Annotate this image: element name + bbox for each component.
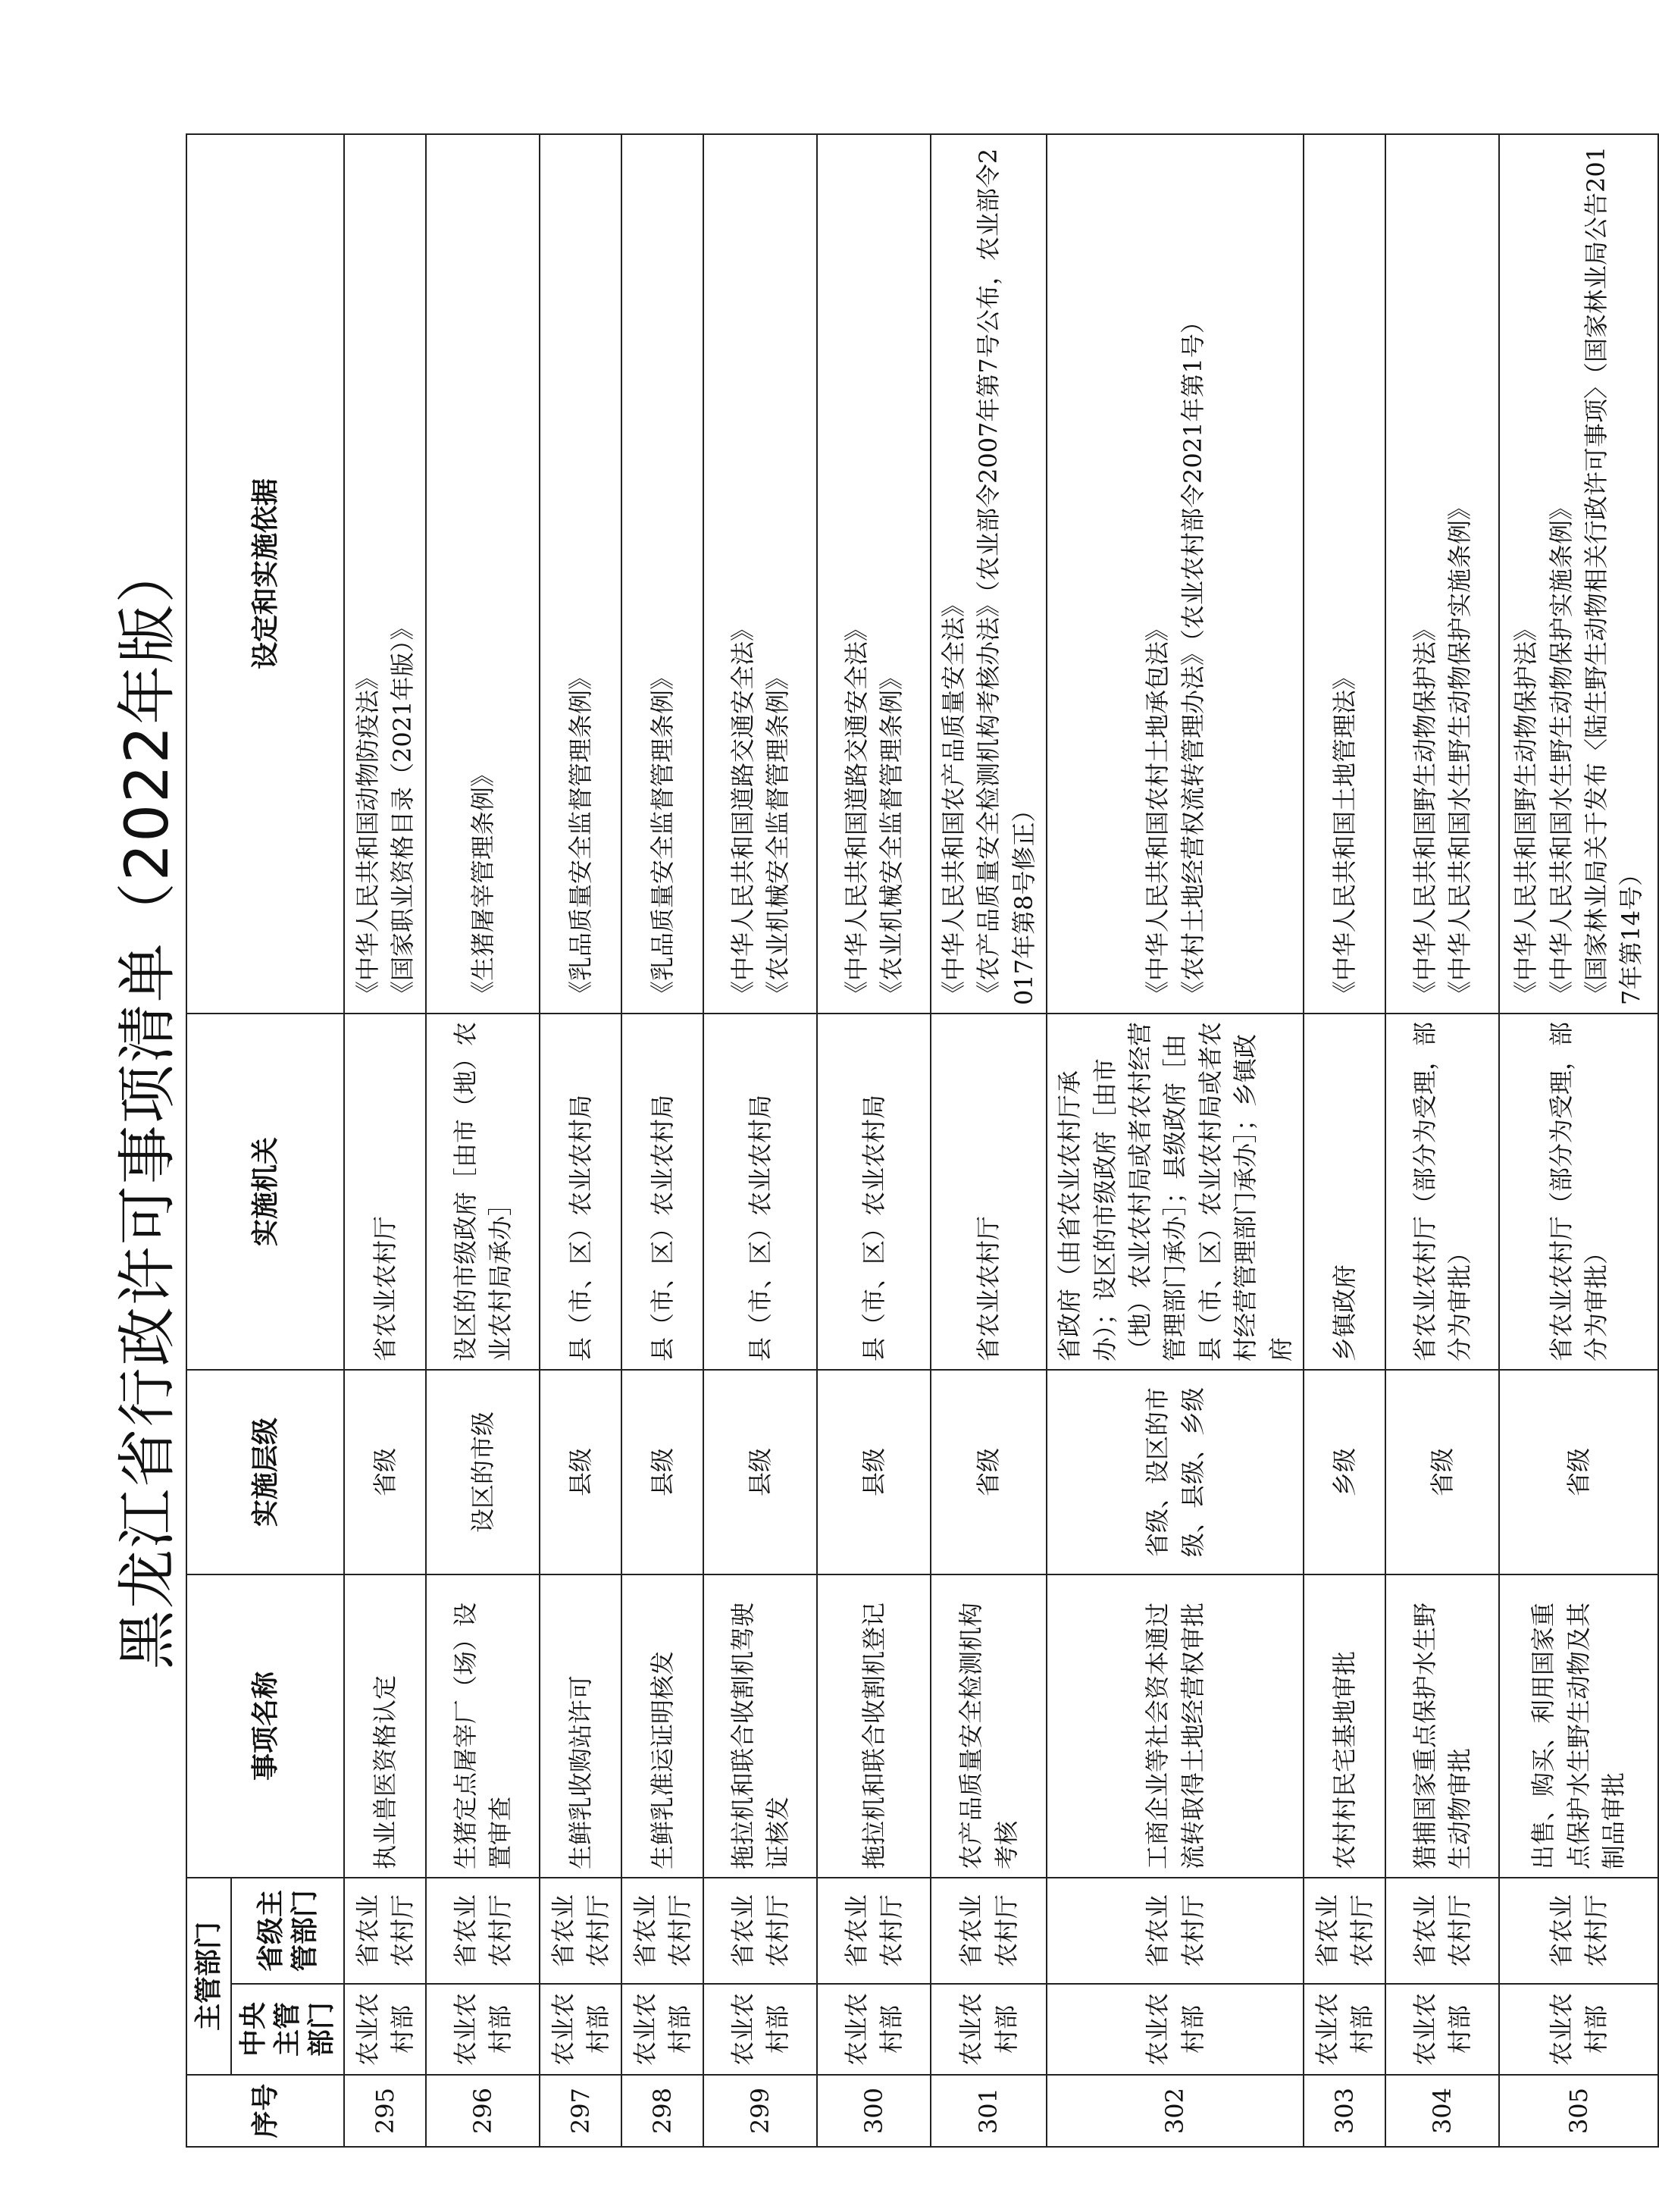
row-agency: 设区的市级政府［由市（地）农业农村局承办］ [426, 1014, 540, 1370]
row-item-name: 农村村民宅基地审批 [1304, 1574, 1385, 1878]
row-seq: 303 [1304, 2075, 1385, 2147]
permit-items-table [186, 133, 1659, 2148]
table-row [540, 134, 621, 2147]
row-seq: 304 [1385, 2075, 1499, 2147]
row-provincial-dept: 省农业农村厅 [1499, 1878, 1658, 1984]
table-row [621, 134, 703, 2147]
table-row [1499, 134, 1658, 2147]
row-provincial-dept: 省农业农村厅 [817, 1878, 931, 1984]
row-level: 县级 [703, 1370, 817, 1574]
row-seq: 298 [621, 2075, 703, 2147]
row-item-name: 执业兽医资格认定 [344, 1574, 426, 1878]
row-basis [1304, 134, 1385, 1014]
row-level: 省级 [344, 1370, 426, 1574]
row-level: 县级 [621, 1370, 703, 1574]
row-provincial-dept: 省农业农村厅 [1304, 1878, 1385, 1984]
row-basis [1047, 134, 1304, 1014]
row-agency: 县（市、区）农业农村局 [621, 1014, 703, 1370]
header-basis: 设定和实施依据 [186, 134, 344, 1014]
header-central-dept: 中央主管部门 [231, 1984, 344, 2075]
row-seq: 302 [1047, 2075, 1304, 2147]
basis-line: 《中华人民共和国农产品质量安全法》 [939, 592, 968, 1005]
table-row [931, 134, 1047, 2147]
row-seq: 297 [540, 2075, 621, 2147]
row-seq: 301 [931, 2075, 1047, 2147]
row-item-name: 农产品质量安全检测机构考核 [931, 1574, 1047, 1878]
basis-line: 《中华人民共和国动物防疫法》 [352, 665, 382, 1005]
row-provincial-dept: 省农业农村厅 [621, 1878, 703, 1984]
basis-line: 《中华人民共和国野生动物保护法》 [1511, 616, 1541, 1005]
row-basis [621, 134, 703, 1014]
row-agency: 省农业农村厅（部分为受理，部分为审批） [1499, 1014, 1658, 1370]
row-central-dept: 农业农村部 [1499, 1984, 1658, 2075]
table-body [344, 134, 1658, 2147]
row-provincial-dept: 省农业农村厅 [344, 1878, 426, 1984]
row-seq: 300 [817, 2075, 931, 2147]
row-central-dept: 农业农村部 [426, 1984, 540, 2075]
header-row-1 [186, 134, 231, 2147]
row-central-dept: 农业农村部 [931, 1984, 1047, 2075]
row-level: 省级 [931, 1370, 1047, 1574]
basis-line: 《中华人民共和国农村土地承包法》 [1143, 616, 1172, 1005]
row-level: 省级 [1499, 1370, 1658, 1574]
header-seq: 序号 [186, 2075, 344, 2147]
row-central-dept: 农业农村部 [621, 1984, 703, 2075]
header-provincial-dept: 省级主管部门 [231, 1878, 344, 1984]
table-row [1304, 134, 1385, 2147]
basis-line: 《中华人民共和国道路交通安全法》 [841, 616, 871, 1005]
row-agency: 乡镇政府 [1304, 1014, 1385, 1370]
row-agency: 县（市、区）农业农村局 [817, 1014, 931, 1370]
row-basis [1499, 134, 1658, 1014]
row-central-dept: 农业农村部 [703, 1984, 817, 2075]
table-row [703, 134, 817, 2147]
row-provincial-dept: 省农业农村厅 [931, 1878, 1047, 1984]
row-central-dept: 农业农村部 [540, 1984, 621, 2075]
header-level: 实施层级 [186, 1370, 344, 1574]
row-item-name: 拖拉机和联合收割机驾驶证核发 [703, 1574, 817, 1878]
basis-line: 《中华人民共和国水生野生动物保护实施条例》 [1546, 495, 1576, 1005]
row-central-dept: 农业农村部 [1047, 1984, 1304, 2075]
row-basis [540, 134, 621, 1014]
basis-line: 《农业机械安全监督管理条例》 [763, 665, 792, 1005]
row-level: 省级 [1385, 1370, 1499, 1574]
basis-line: 《中华人民共和国野生动物保护法》 [1410, 616, 1439, 1005]
basis-line: 《农产品质量安全检测机构考核办法》（农业部令2007年第7号公布，农业部令2017年第8号修正） [974, 148, 1038, 1005]
row-item-name: 猎捕国家重点保护水生野生动物审批 [1385, 1574, 1499, 1878]
row-basis [931, 134, 1047, 1014]
header-item: 事项名称 [186, 1574, 344, 1878]
row-central-dept: 农业农村部 [1304, 1984, 1385, 2075]
basis-line: 《乳品质量安全监督管理条例》 [647, 665, 677, 1005]
basis-line: 《乳品质量安全监督管理条例》 [565, 665, 595, 1005]
basis-line: 《中华人民共和国土地管理法》 [1329, 665, 1359, 1005]
row-level: 设区的市级 [426, 1370, 540, 1574]
row-provincial-dept: 省农业农村厅 [1047, 1878, 1304, 1984]
row-provincial-dept: 省农业农村厅 [540, 1878, 621, 1984]
row-agency: 县（市、区）农业农村局 [703, 1014, 817, 1370]
table-row [344, 134, 426, 2147]
row-agency: 县（市、区）农业农村局 [540, 1014, 621, 1370]
row-basis [426, 134, 540, 1014]
basis-line: 《中华人民共和国道路交通安全法》 [728, 616, 757, 1005]
row-provincial-dept: 省农业农村厅 [703, 1878, 817, 1984]
basis-line: 《国家职业资格目录（2021年版）》 [388, 616, 417, 1005]
basis-line: 《中华人民共和国水生野生动物保护实施条例》 [1445, 495, 1474, 1005]
row-level: 省级、设区的市级、县级、乡级 [1047, 1370, 1304, 1574]
row-item-name: 工商企业等社会资本通过流转取得土地经营权审批 [1047, 1574, 1304, 1878]
table-row [1047, 134, 1304, 2147]
row-seq: 296 [426, 2075, 540, 2147]
table-row [817, 134, 931, 2147]
basis-line: 《国家林业局关于发布〈陆生野生动物相关行政许可事项〉（国家林业局公告2017年第14号） [1581, 146, 1646, 1005]
page-title: 黑龙江省行政许可事项清单（2022年版） [114, 542, 183, 1670]
row-seq: 299 [703, 2075, 817, 2147]
row-item-name: 生猪定点屠宰厂（场）设置审查 [426, 1574, 540, 1878]
row-level: 乡级 [1304, 1370, 1385, 1574]
row-agency: 省农业农村厅 [344, 1014, 426, 1370]
table-row [1385, 134, 1499, 2147]
basis-line: 《农业机械安全监督管理条例》 [877, 665, 906, 1005]
row-seq: 305 [1499, 2075, 1658, 2147]
header-agency: 实施机关 [186, 1014, 344, 1370]
row-item-name: 生鲜乳准运证明核发 [621, 1574, 703, 1878]
row-agency: 省农业农村厅（部分为受理，部分为审批） [1385, 1014, 1499, 1370]
row-level: 县级 [540, 1370, 621, 1574]
row-item-name: 拖拉机和联合收割机登记 [817, 1574, 931, 1878]
table-row [426, 134, 540, 2147]
basis-line: 《生猪屠宰管理条例》 [468, 762, 497, 1005]
row-provincial-dept: 省农业农村厅 [1385, 1878, 1499, 1984]
row-item-name: 生鲜乳收购站许可 [540, 1574, 621, 1878]
row-central-dept: 农业农村部 [344, 1984, 426, 2075]
row-central-dept: 农业农村部 [1385, 1984, 1499, 2075]
row-provincial-dept: 省农业农村厅 [426, 1878, 540, 1984]
row-basis [817, 134, 931, 1014]
basis-line: 《农村土地经营权流转管理办法》（农业农村部令2021年第1号） [1178, 309, 1207, 1005]
row-item-name: 出售、购买、利用国家重点保护水生野生动物及其制品审批 [1499, 1574, 1658, 1878]
header-dept-group: 主管部门 [186, 1878, 231, 2075]
row-level: 县级 [817, 1370, 931, 1574]
row-basis [703, 134, 817, 1014]
row-basis [344, 134, 426, 1014]
row-agency: 省农业农村厅 [931, 1014, 1047, 1370]
row-agency: 省政府（由省农业农村厅承办）；设区的市级政府［由市（地）农业农村局或者农村经营管理部门承办］；县级政府［由县（市、区）农业农村局或者农村经营管理部门承办］；乡镇政府 [1047, 1014, 1304, 1370]
row-central-dept: 农业农村部 [817, 1984, 931, 2075]
row-seq: 295 [344, 2075, 426, 2147]
row-basis [1385, 134, 1499, 1014]
